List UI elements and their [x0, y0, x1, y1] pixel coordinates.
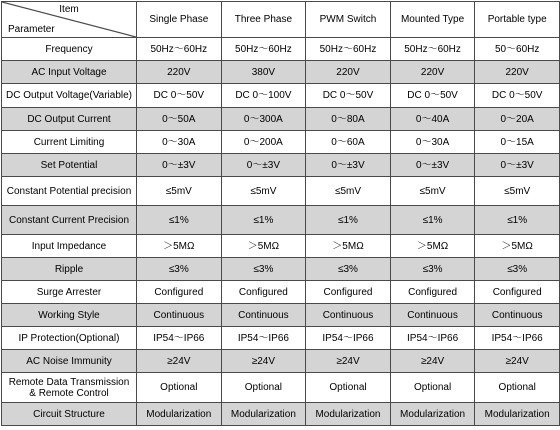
- table-row: [2, 177, 560, 206]
- value-cell: Continuous: [306, 304, 391, 327]
- value-cell: Optional: [390, 373, 475, 403]
- table-row: [2, 61, 560, 84]
- value-cell: ≤5mV: [390, 177, 475, 206]
- value-cell: ≤5mV: [137, 177, 222, 206]
- parameter-cell: AC Noise Immunity: [2, 350, 137, 373]
- table-body: [2, 38, 560, 426]
- value-cell: 50Hz～60Hz: [137, 38, 222, 61]
- parameter-cell: Constant Current Precision: [2, 206, 137, 235]
- value-cell: 0～±3V: [137, 154, 222, 177]
- value-cell: DC 0～50V: [475, 84, 560, 108]
- parameter-cell: DC Output Voltage(Variable): [2, 84, 137, 108]
- value-cell: ＞5MΩ: [306, 235, 391, 258]
- parameter-cell: Current Limiting: [2, 131, 137, 154]
- parameter-cell: Frequency: [2, 38, 137, 61]
- header-row: [2, 2, 560, 38]
- parameter-cell: IP Protection(Optional): [2, 327, 137, 350]
- parameter-cell: Circuit Structure: [2, 403, 137, 426]
- value-cell: Continuous: [475, 304, 560, 327]
- table-row: [2, 281, 560, 304]
- value-cell: Continuous: [221, 304, 306, 327]
- table-row: [2, 108, 560, 131]
- value-cell: 0～15A: [475, 131, 560, 154]
- value-cell: ≤1%: [475, 206, 560, 235]
- table-row: [2, 258, 560, 281]
- value-cell: ≤5mV: [221, 177, 306, 206]
- table-row: [2, 235, 560, 258]
- value-cell: 0～300A: [221, 108, 306, 131]
- value-cell: 0～60A: [306, 131, 391, 154]
- value-cell: DC 0～50V: [306, 84, 391, 108]
- parameter-cell: Surge Arrester: [2, 281, 137, 304]
- value-cell: Optional: [137, 373, 222, 403]
- specification-table: [1, 1, 560, 426]
- value-cell: Optional: [221, 373, 306, 403]
- value-cell: Optional: [475, 373, 560, 403]
- value-cell: ≤3%: [475, 258, 560, 281]
- value-cell: Modularization: [221, 403, 306, 426]
- value-cell: Configured: [306, 281, 391, 304]
- value-cell: 0～±3V: [221, 154, 306, 177]
- parameter-cell: Set Potential: [2, 154, 137, 177]
- value-cell: ≤1%: [390, 206, 475, 235]
- value-cell: ≥24V: [137, 350, 222, 373]
- value-cell: 50Hz～60Hz: [306, 38, 391, 61]
- column-header: Mounted Type: [390, 2, 475, 38]
- table-row: [2, 206, 560, 235]
- parameter-cell: Constant Potential precision: [2, 177, 137, 206]
- value-cell: ≤5mV: [475, 177, 560, 206]
- value-cell: 50Hz～60Hz: [221, 38, 306, 61]
- value-cell: Continuous: [390, 304, 475, 327]
- value-cell: 0～20A: [475, 108, 560, 131]
- value-cell: ＞5MΩ: [475, 235, 560, 258]
- value-cell: Optional: [306, 373, 391, 403]
- value-cell: IP54～IP66: [475, 327, 560, 350]
- value-cell: ≤1%: [137, 206, 222, 235]
- value-cell: 50～60Hz: [475, 38, 560, 61]
- value-cell: IP54～IP66: [137, 327, 222, 350]
- table-row: [2, 154, 560, 177]
- value-cell: ＞5MΩ: [221, 235, 306, 258]
- table-row: [2, 350, 560, 373]
- value-cell: ＞5MΩ: [137, 235, 222, 258]
- value-cell: DC 0～50V: [390, 84, 475, 108]
- table-row: [2, 373, 560, 403]
- value-cell: Modularization: [137, 403, 222, 426]
- parameter-cell: DC Output Current: [2, 108, 137, 131]
- value-cell: 0～50A: [137, 108, 222, 131]
- parameter-cell: AC Input Voltage: [2, 61, 137, 84]
- value-cell: 0～±3V: [306, 154, 391, 177]
- parameter-cell: Working Style: [2, 304, 137, 327]
- parameter-cell: Input Impedance: [2, 235, 137, 258]
- value-cell: ≤3%: [306, 258, 391, 281]
- value-cell: Configured: [475, 281, 560, 304]
- value-cell: 220V: [137, 61, 222, 84]
- value-cell: ≥24V: [475, 350, 560, 373]
- value-cell: ≤1%: [306, 206, 391, 235]
- corner-parameter-label: Parameter: [8, 24, 55, 35]
- value-cell: ≤3%: [390, 258, 475, 281]
- column-header: Single Phase: [137, 2, 222, 38]
- value-cell: ≤3%: [137, 258, 222, 281]
- column-header: Portable type: [475, 2, 560, 38]
- parameter-cell: Remote Data Transmission & Remote Control: [2, 373, 137, 403]
- value-cell: ＞5MΩ: [390, 235, 475, 258]
- value-cell: DC 0～100V: [221, 84, 306, 108]
- table-row: [2, 327, 560, 350]
- value-cell: ≥24V: [221, 350, 306, 373]
- value-cell: ≥24V: [390, 350, 475, 373]
- value-cell: ≤3%: [221, 258, 306, 281]
- value-cell: Modularization: [475, 403, 560, 426]
- value-cell: 0～±3V: [475, 154, 560, 177]
- value-cell: ≥24V: [306, 350, 391, 373]
- value-cell: ≤1%: [221, 206, 306, 235]
- corner-item-label: Item: [59, 4, 79, 15]
- value-cell: Modularization: [306, 403, 391, 426]
- value-cell: DC 0～50V: [137, 84, 222, 108]
- value-cell: Continuous: [137, 304, 222, 327]
- table-row: [2, 84, 560, 108]
- table-row: [2, 38, 560, 61]
- table-row: [2, 403, 560, 426]
- column-header: PWM Switch: [306, 2, 391, 38]
- value-cell: Configured: [390, 281, 475, 304]
- value-cell: 0～30A: [137, 131, 222, 154]
- value-cell: 220V: [475, 61, 560, 84]
- value-cell: 0～80A: [306, 108, 391, 131]
- value-cell: IP54～IP66: [306, 327, 391, 350]
- value-cell: 220V: [390, 61, 475, 84]
- value-cell: 380V: [221, 61, 306, 84]
- value-cell: 0～40A: [390, 108, 475, 131]
- column-header: Three Phase: [221, 2, 306, 38]
- corner-header-cell: [2, 2, 137, 38]
- value-cell: IP54～IP66: [221, 327, 306, 350]
- value-cell: Configured: [137, 281, 222, 304]
- value-cell: 0～200A: [221, 131, 306, 154]
- value-cell: 0～30A: [390, 131, 475, 154]
- parameter-cell: Ripple: [2, 258, 137, 281]
- table-row: [2, 304, 560, 327]
- value-cell: Configured: [221, 281, 306, 304]
- table-row: [2, 131, 560, 154]
- value-cell: Modularization: [390, 403, 475, 426]
- value-cell: 220V: [306, 61, 391, 84]
- value-cell: 50Hz～60Hz: [390, 38, 475, 61]
- value-cell: 0～±3V: [390, 154, 475, 177]
- value-cell: ≤5mV: [306, 177, 391, 206]
- value-cell: IP54～IP66: [390, 327, 475, 350]
